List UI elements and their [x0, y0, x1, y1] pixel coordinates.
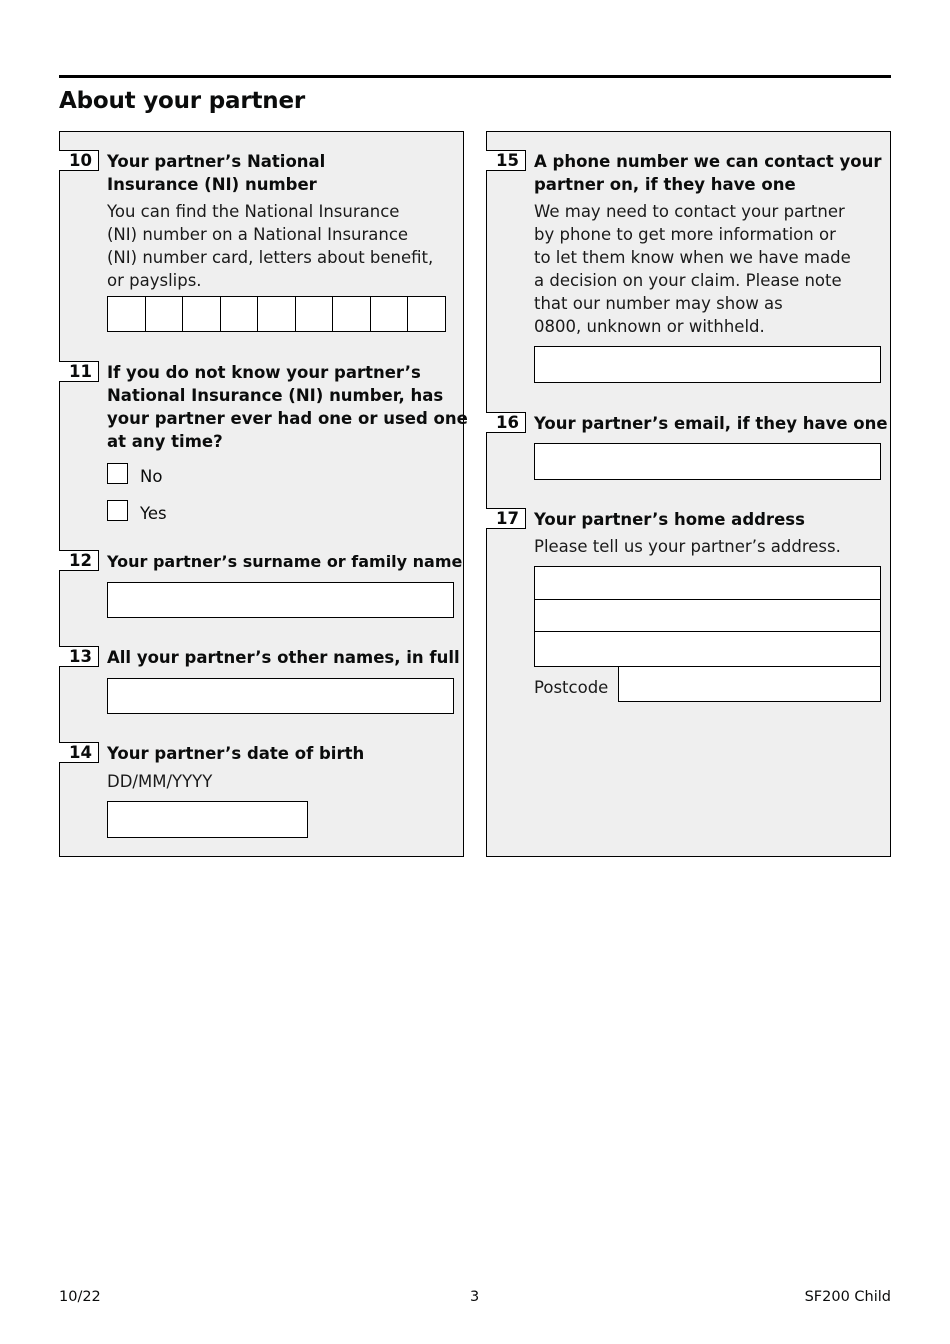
- address-line-3-input[interactable]: [534, 631, 881, 667]
- email-input[interactable]: [534, 443, 881, 480]
- phone-number-input[interactable]: [534, 346, 881, 383]
- question-10-title-line-1: Your partner’s National: [107, 152, 326, 171]
- question-number-13: 13: [59, 646, 99, 667]
- ni-number-input: [107, 296, 446, 332]
- ni-character-box[interactable]: [107, 296, 146, 332]
- ni-character-box[interactable]: [220, 296, 259, 332]
- question-15-help-line-3: to let them know when we have made: [534, 248, 851, 267]
- ni-character-box[interactable]: [332, 296, 371, 332]
- ni-character-box[interactable]: [370, 296, 409, 332]
- question-number-12: 12: [59, 550, 99, 571]
- question-number-15: 15: [486, 150, 526, 171]
- other-names-input[interactable]: [107, 678, 454, 714]
- footer-date-code: 10/22: [59, 1289, 101, 1305]
- section-title: About your partner: [59, 88, 305, 114]
- question-13-title: All your partner’s other names, in full: [107, 648, 460, 667]
- question-number-14: 14: [59, 742, 99, 763]
- question-11-title-line-1: If you do not know your partner’s: [107, 363, 421, 382]
- no-checkbox-label: No: [140, 467, 163, 486]
- postcode-label: Postcode: [534, 678, 609, 697]
- date-format-hint: DD/MM/YYYY: [107, 772, 213, 791]
- yes-checkbox-label: Yes: [140, 504, 167, 523]
- question-number-10: 10: [59, 150, 99, 171]
- ni-character-box[interactable]: [145, 296, 184, 332]
- section-top-rule: [59, 75, 891, 78]
- date-of-birth-input[interactable]: [107, 801, 308, 838]
- address-line-2-input[interactable]: [534, 599, 881, 632]
- address-line-1-input[interactable]: [534, 566, 881, 600]
- page-number: 3: [470, 1289, 480, 1305]
- question-15-help-line-2: by phone to get more information or: [534, 225, 836, 244]
- question-10-help-line-1: You can find the National Insurance: [107, 202, 400, 221]
- ni-character-box[interactable]: [407, 296, 446, 332]
- question-15-title-line-1: A phone number we can contact your: [534, 152, 882, 171]
- question-11-title-line-4: at any time?: [107, 432, 223, 451]
- postcode-input[interactable]: [618, 666, 881, 702]
- question-number-11: 11: [59, 361, 99, 382]
- question-10-help-line-3: (NI) number card, letters about benefit,: [107, 248, 434, 267]
- question-15-help-line-1: We may need to contact your partner: [534, 202, 845, 221]
- question-17-help: Please tell us your partner’s address.: [534, 537, 841, 556]
- ni-character-box[interactable]: [182, 296, 221, 332]
- question-16-title: Your partner’s email, if they have one: [534, 414, 888, 433]
- question-number-16: 16: [486, 412, 526, 433]
- ni-character-box[interactable]: [257, 296, 296, 332]
- surname-input[interactable]: [107, 582, 454, 618]
- form-reference: SF200 Child: [804, 1289, 891, 1305]
- question-15-help-line-6: 0800, unknown or withheld.: [534, 317, 765, 336]
- question-10-help-line-2: (NI) number on a National Insurance: [107, 225, 409, 244]
- question-11-title-line-3: your partner ever had one or used one: [107, 409, 468, 428]
- question-number-17: 17: [486, 508, 526, 529]
- question-10-help-line-4: or payslips.: [107, 271, 202, 290]
- question-12-title: Your partner’s surname or family name: [107, 552, 463, 571]
- no-checkbox[interactable]: [107, 463, 128, 484]
- question-14-title: Your partner’s date of birth: [107, 744, 365, 763]
- question-10-title-line-2: Insurance (NI) number: [107, 175, 317, 194]
- ni-character-box[interactable]: [295, 296, 334, 332]
- yes-checkbox[interactable]: [107, 500, 128, 521]
- question-15-title-line-2: partner on, if they have one: [534, 175, 796, 194]
- question-11-title-line-2: National Insurance (NI) number, has: [107, 386, 444, 405]
- question-15-help-line-4: a decision on your claim. Please note: [534, 271, 842, 290]
- question-15-help-line-5: that our number may show as: [534, 294, 783, 313]
- question-17-title: Your partner’s home address: [534, 510, 805, 529]
